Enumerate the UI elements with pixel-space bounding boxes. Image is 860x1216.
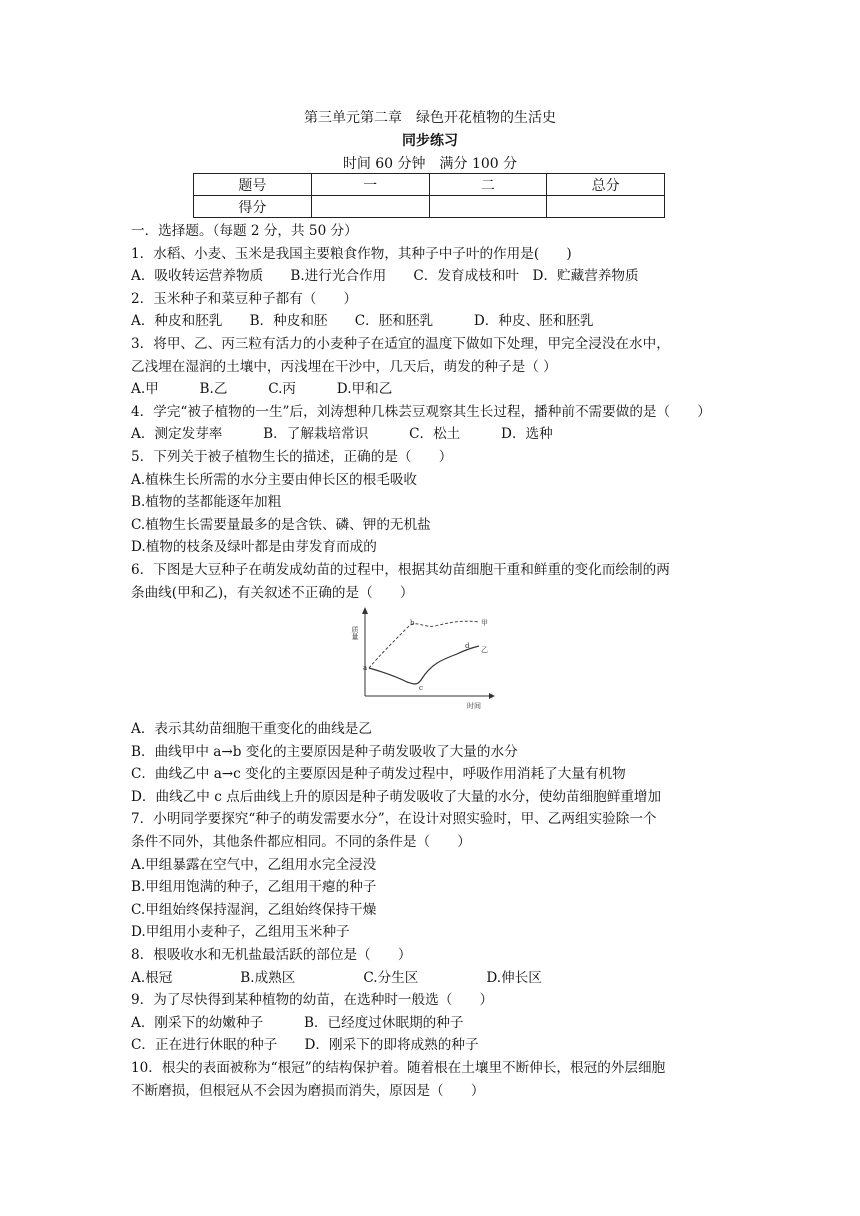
question-stem: 1．水稻、小麦、玉米是我国主要粮食作物，其种子中子叶的作用是( ) xyxy=(131,245,572,262)
option-d: D.甲组用小麦种子，乙组用玉米种子 xyxy=(131,924,350,941)
score-cell xyxy=(547,196,665,218)
option-b: B.甲组用饱满的种子，乙组用干瘪的种子 xyxy=(131,879,377,896)
question-options: C．正在进行休眠的种子 D．刚采下的即将成熟的种子 xyxy=(131,1037,479,1054)
y-axis-label: 质量 xyxy=(351,626,359,641)
score-cell: 一 xyxy=(311,174,429,196)
x-axis-arrow-icon xyxy=(489,693,495,699)
point-d-label: d xyxy=(465,642,470,651)
option-c: C．曲线乙中 a→c 变化的主要原因是种子萌发过程中，呼吸作用消耗了大量有机物 xyxy=(131,766,626,783)
question-stem: 5．下列关于被子植物生长的描述，正确的是（ ） xyxy=(131,448,453,465)
score-cell: 题号 xyxy=(194,174,312,196)
curve-jia xyxy=(369,621,479,668)
growth-curve-figure xyxy=(131,604,741,718)
option-c: C.植物生长需要量最多的是含铁、磷、钾的无机盐 xyxy=(131,516,431,533)
question-stem: 8．根吸收水和无机盐最活跃的部位是（ ） xyxy=(131,947,412,964)
question-stem: 4．学完“被子植物的一生”后，刘涛想种几株芸豆观察其生长过程，播种前不需要做的是（ ） xyxy=(131,403,711,420)
question-options: A．刚采下的幼嫩种子 B．已经度过休眠期的种子 xyxy=(131,1014,464,1031)
option-a: A.植株生长所需的水分主要由伸长区的根毛吸收 xyxy=(131,471,418,488)
question-stem: 10．根尖的表面被称为“根冠”的结构保护着。随着根在土壤里不断伸长，根冠的外层细胞 xyxy=(131,1060,666,1076)
time-score-line: 时间 60 分钟 满分 100 分 xyxy=(342,156,518,172)
growth-curve-svg xyxy=(351,604,495,714)
point-c-label: c xyxy=(419,684,423,693)
question-stem: 9．为了尽快得到某种植物的幼苗，在选种时一般选（ ） xyxy=(131,992,494,1009)
option-b: B.植物的茎都能逐年加粗 xyxy=(131,494,282,511)
point-a-label: a xyxy=(363,664,368,673)
option-c: C.甲组始终保持湿润，乙组始终保持干燥 xyxy=(131,901,377,918)
section-heading: 一．选择题。（每题 2 分，共 50 分） xyxy=(131,223,358,239)
point-b-label: b xyxy=(410,619,415,628)
option-b: B．曲线甲中 a→b 变化的主要原因是种子萌发吸收了大量的水分 xyxy=(131,743,518,760)
score-table xyxy=(193,173,665,218)
score-cell xyxy=(429,196,547,218)
question-stem: 条曲线(甲和乙)，有关叙述不正确的是（ ） xyxy=(131,584,414,601)
page-subtitle: 同步练习 xyxy=(402,133,458,149)
score-cell: 得分 xyxy=(194,196,312,218)
y-axis-arrow-icon xyxy=(362,607,368,614)
curve-yi-label: 乙 xyxy=(481,646,488,655)
curve-yi xyxy=(369,646,479,684)
question-stem: 条件不同外，其他条件都应相同。不同的条件是（ ） xyxy=(131,834,471,851)
option-d: D.植物的枝条及绿叶都是由芽发育而成的 xyxy=(131,539,377,556)
x-axis-label: 时间 xyxy=(467,702,481,711)
page-title: 第三单元第二章 绿色开花植物的生活史 xyxy=(304,110,556,126)
question-stem: 7．小明同学要探究“种子的萌发需要水分”，在设计对照实验时，甲、乙两组实验除一个 xyxy=(131,811,657,828)
score-cell xyxy=(311,196,429,218)
option-d: D．曲线乙中 c 点后曲线上升的原因是种子萌发吸收了大量的水分，使幼苗细胞鲜重增加 xyxy=(131,788,662,805)
curve-jia-label: 甲 xyxy=(481,619,488,628)
option-a: A．表示其幼苗细胞干重变化的曲线是乙 xyxy=(131,721,372,738)
question-options: A．吸收转运营养物质 B.进行光合作用 C．发育成枝和叶 D．贮藏营养物质 xyxy=(131,268,639,285)
score-table-row xyxy=(194,174,665,196)
question-stem: 3．将甲、乙、丙三粒有活力的小麦种子在适宜的温度下做如下处理，甲完全浸没在水中， xyxy=(131,335,670,352)
score-table-row xyxy=(194,196,665,218)
question-stem: 2．玉米种子和菜豆种子都有（ ） xyxy=(131,290,358,307)
question-list xyxy=(131,220,741,1102)
question-options: A.甲 B.乙 C.丙 D.甲和乙 xyxy=(131,381,393,398)
question-stem: 乙浅埋在湿润的土壤中，丙浅埋在干沙中，几天后，萌发的种子是（ ） xyxy=(131,358,557,375)
question-options: A．测定发芽率 B．了解栽培常识 C．松土 D．选种 xyxy=(131,426,553,443)
question-options: A．种皮和胚乳 B．种皮和胚 C．胚和胚乳 D．种皮、胚和胚乳 xyxy=(131,313,594,330)
score-cell: 总分 xyxy=(547,174,665,196)
question-options: A.根冠 B.成熟区 C.分生区 D.伸长区 xyxy=(131,969,542,986)
question-stem: 6．下图是大豆种子在萌发成幼苗的过程中，根据其幼苗细胞干重和鲜重的变化而绘制的两 xyxy=(131,561,670,578)
question-stem: 不断磨损，但根冠从不会因为磨损而消失，原因是（ ） xyxy=(131,1082,485,1099)
option-a: A.甲组暴露在空气中，乙组用水完全浸没 xyxy=(131,856,377,873)
score-cell: 二 xyxy=(429,174,547,196)
